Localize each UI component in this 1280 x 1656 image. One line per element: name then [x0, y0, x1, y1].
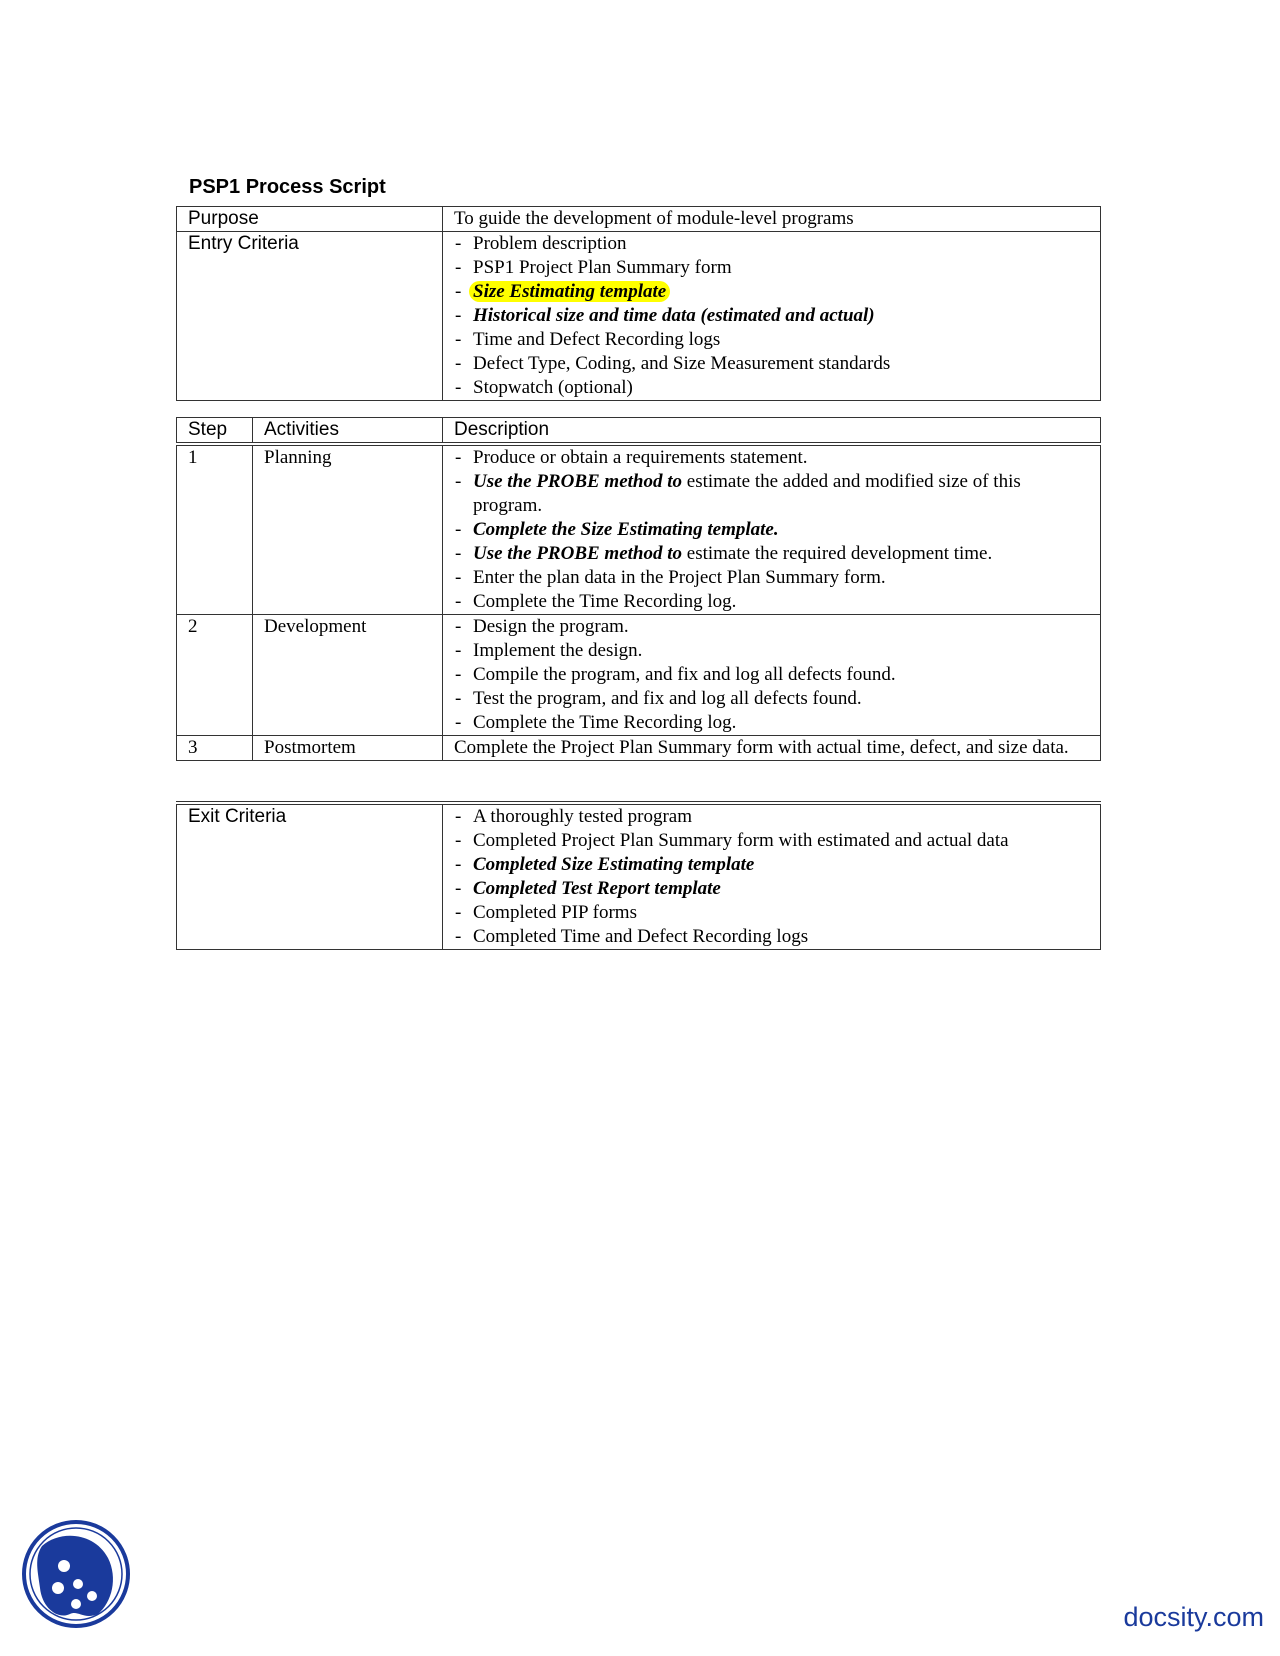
plain-text: Enter the plan data in the Project Plan Summary form. — [473, 567, 886, 588]
exit-criteria-item — [454, 925, 1100, 949]
step-description-item — [454, 542, 1090, 566]
step-description-item — [454, 663, 1090, 687]
step-description-item — [454, 711, 1090, 735]
plain-text: estimate the required development time. — [682, 543, 993, 564]
entry-criteria-item-text: Time and Defect Recording logs — [473, 329, 721, 350]
purpose-row — [177, 207, 1101, 232]
entry-criteria-cell — [443, 232, 1101, 401]
description-header: Description — [443, 418, 1101, 445]
step-description-item — [454, 615, 1090, 639]
step-description-list — [454, 615, 1090, 735]
entry-criteria-item — [454, 328, 1100, 352]
plain-text: Complete the Time Recording log. — [473, 591, 737, 612]
plain-text: Test the program, and fix and log all defects found. — [473, 688, 862, 709]
step-description-item — [454, 446, 1090, 470]
exit-table — [176, 801, 1101, 950]
step-header: Step — [177, 418, 253, 445]
step-number: 1 — [177, 444, 253, 615]
step-description-item — [454, 590, 1090, 614]
step-row — [177, 736, 1101, 761]
exit-criteria-list — [454, 805, 1100, 949]
purpose-text: To guide the development of module-level programs — [443, 207, 1101, 232]
emphasis-text: Complete the Size Estimating template. — [473, 519, 779, 540]
entry-criteria-row — [177, 232, 1101, 401]
exit-criteria-item — [454, 829, 1100, 853]
exit-criteria-label: Exit Criteria — [177, 803, 443, 950]
step-row — [177, 444, 1101, 615]
plain-text: Design the program. — [473, 616, 629, 637]
step-description — [443, 615, 1101, 736]
entry-criteria-item — [454, 376, 1100, 400]
emphasis-text: Use the PROBE method to — [473, 543, 683, 564]
step-description-item — [454, 518, 1090, 542]
steps-table — [176, 417, 1101, 761]
exit-criteria-item-text: Completed Project Plan Summary form with estimated and actual data — [473, 830, 1009, 851]
exit-criteria-item-text: A thoroughly tested program — [473, 806, 692, 827]
plain-text: Implement the design. — [473, 640, 643, 661]
exit-criteria-cell — [443, 803, 1101, 950]
exit-criteria-item-text: Completed PIP forms — [473, 902, 637, 923]
entry-criteria-item — [454, 280, 1100, 304]
step-description: Complete the Project Plan Summary form with actual time, defect, and size data. — [443, 736, 1101, 761]
step-number: 3 — [177, 736, 253, 761]
entry-criteria-item — [454, 304, 1100, 328]
exit-criteria-item — [454, 901, 1100, 925]
plain-text: Complete the Time Recording log. — [473, 712, 737, 733]
emphasis-text: Use the PROBE method to — [473, 471, 683, 492]
exit-criteria-item — [454, 805, 1100, 829]
entry-criteria-item — [454, 232, 1100, 256]
step-description-list — [454, 446, 1090, 614]
step-description-item — [454, 687, 1090, 711]
entry-criteria-item-text: Defect Type, Coding, and Size Measurement standards — [473, 353, 891, 374]
plain-text: estimate the added and modified size of this program. — [473, 471, 1021, 516]
step-activity: Development — [253, 615, 443, 736]
exit-criteria-item — [454, 877, 1100, 901]
entry-criteria-item-text: PSP1 Project Plan Summary form — [473, 257, 732, 278]
entry-criteria-label: Entry Criteria — [177, 232, 443, 401]
step-description-item — [454, 470, 1090, 518]
step-description-item — [454, 566, 1090, 590]
steps-header-row — [177, 418, 1101, 445]
entry-criteria-list — [454, 232, 1100, 400]
entry-criteria-item-text: Stopwatch (optional) — [473, 377, 633, 398]
exit-criteria-row — [177, 803, 1101, 950]
step-number: 2 — [177, 615, 253, 736]
activities-header: Activities — [253, 418, 443, 445]
entry-criteria-item — [454, 352, 1100, 376]
docsity-brand-text[interactable]: docsity.com — [1123, 1602, 1264, 1632]
purpose-label: Purpose — [177, 207, 443, 232]
step-description-item — [454, 639, 1090, 663]
entry-criteria-item-text: Problem description — [473, 233, 627, 254]
entry-criteria-item — [454, 256, 1100, 280]
exit-criteria-item — [454, 853, 1100, 877]
step-row — [177, 615, 1101, 736]
step-description — [443, 444, 1101, 615]
exit-criteria-item-text: Completed Time and Defect Recording logs — [473, 926, 809, 947]
page-title: PSP1 Process Script — [189, 176, 386, 198]
exit-criteria-item-text: Completed Test Report template — [473, 878, 721, 899]
step-activity: Postmortem — [253, 736, 443, 761]
step-activity: Planning — [253, 444, 443, 615]
entry-criteria-item-text: Size Estimating template — [469, 281, 670, 302]
exit-criteria-item-text: Completed Size Estimating template — [473, 854, 755, 875]
plain-text: Produce or obtain a requirements statement. — [473, 447, 808, 468]
docsity-logo-icon — [20, 1518, 132, 1630]
plain-text: Compile the program, and fix and log all defects found. — [473, 664, 896, 685]
entry-table — [176, 206, 1101, 401]
entry-criteria-item-text: Historical size and time data (estimated and actual) — [473, 305, 875, 326]
